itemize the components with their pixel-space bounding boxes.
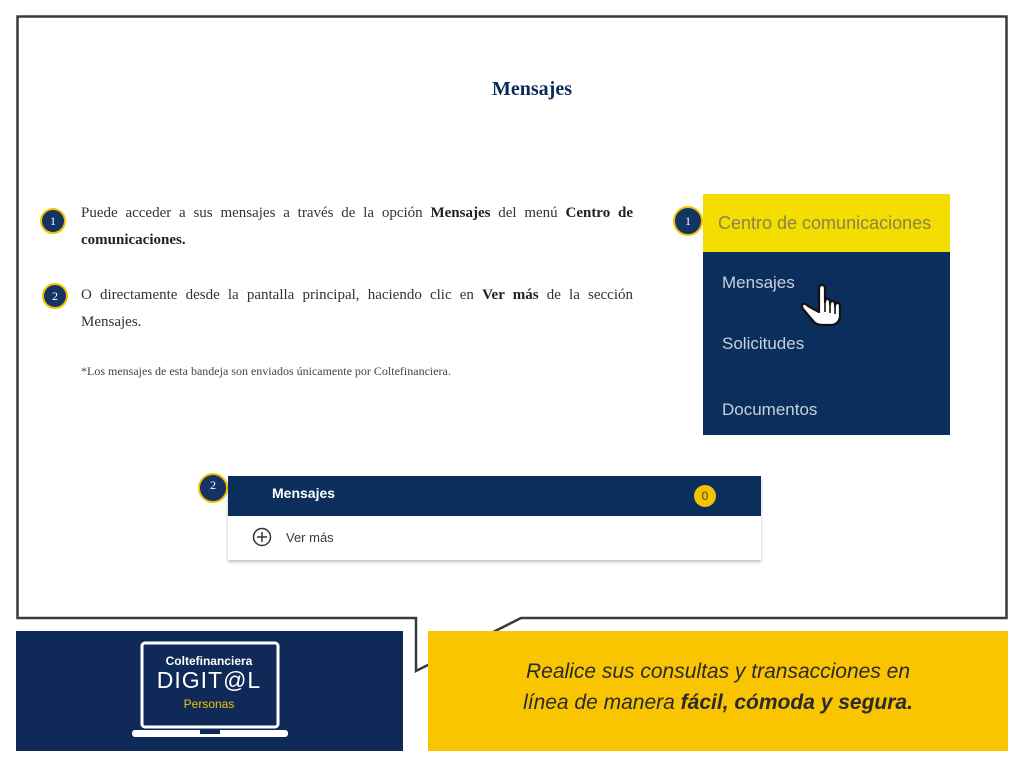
logo-personas-text: Personas (183, 697, 235, 711)
step-badge-1: 1 (40, 208, 66, 234)
menu-item-documentos[interactable]: Documentos (722, 400, 818, 419)
step-2-text (81, 282, 633, 336)
footnote: *Los mensajes de esta bandeja son enviados únicamente por Coltefinanciera. (81, 364, 451, 378)
step-1-text-a: Puede acceder a sus mensajes a través de la opción (81, 205, 431, 221)
menu-badge-1: 1 (673, 206, 703, 236)
menu-item-mensajes[interactable]: Mensajes (722, 273, 795, 292)
menu-item-solicitudes[interactable]: Solicitudes (722, 334, 805, 353)
hand-pointer-icon (798, 282, 844, 326)
page-title: Mensajes (492, 78, 572, 100)
step-1-text (81, 200, 633, 254)
slogan-line-2-a: línea de manera (523, 691, 681, 714)
step-1-text-b: del menú (490, 205, 566, 221)
step-badge-2: 2 (42, 283, 68, 309)
ver-mas-link[interactable] (252, 527, 334, 547)
widget-title: Mensajes (272, 485, 336, 501)
step-2-text-a: O directamente desde la pantalla principal, haciendo clic en (81, 287, 483, 303)
mensajes-widget (228, 476, 761, 560)
widget-badge-2: 2 (198, 473, 228, 503)
widget-header (228, 476, 761, 516)
step-2-bold-ver-mas: Ver más (482, 287, 539, 303)
logo-digital-text: DIGIT@L (156, 667, 262, 693)
ver-mas-label: Ver más (286, 529, 334, 545)
menu-header-centro[interactable]: Centro de comunicaciones (703, 194, 950, 252)
plus-circle-icon (252, 527, 272, 547)
logo-brand-text: Coltefinanciera (165, 654, 253, 668)
step-1-bold-centro: Centro de comunicaciones. (81, 205, 633, 248)
slogan (428, 656, 1008, 718)
slogan-line-2-bold: fácil, cómoda y segura. (680, 691, 913, 714)
slogan-line-2 (428, 687, 1008, 718)
message-count-badge: 0 (694, 485, 716, 507)
step-2-text-b: de la sección Mensajes. (81, 287, 633, 330)
step-1-bold-mensajes: Mensajes (430, 205, 491, 221)
slogan-line-1: Realice sus consultas y transacciones en (525, 660, 911, 683)
